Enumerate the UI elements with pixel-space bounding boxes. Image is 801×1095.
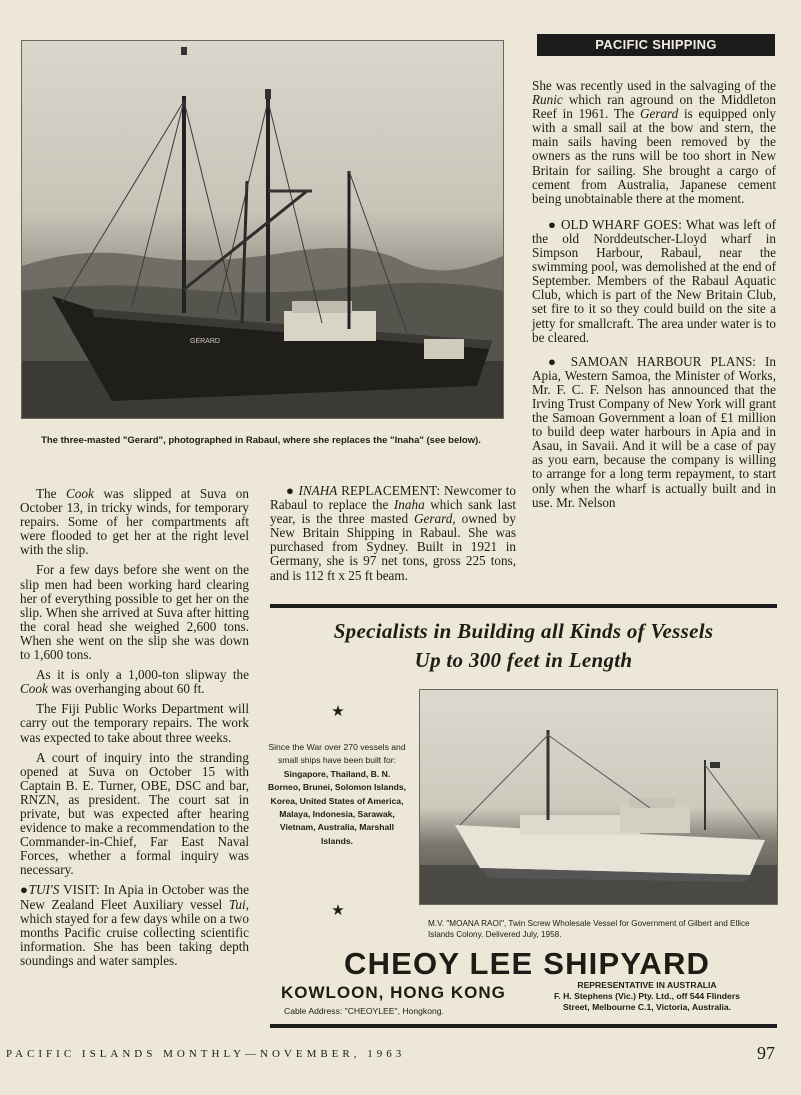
ad-bottom-rule [270,1024,777,1028]
gerard-salvage-paragraph: She was recently used in the salvaging of the Runic which ran aground on the Middleton Reef in 1961. The Gerard is equipped only with a small sail at the bow and stern, the main sails having been removed by the owners as the runs will be too short in New Britain for sailing. She brought a cargo of cement from Australia, Japanese cement being unobtainable there at the moment. [532,78,776,206]
cook-paragraph-1: The Cook was slipped at Suva on October 13, in tricky winds, for temporary repairs. Some of her compartments aft were flooded to get her at the right level with the slip. [20,486,249,558]
star-icon: ★ [331,704,345,720]
company-name: CHEOY LEE SHIPYARD [344,946,711,981]
ad-headline-line-2: Up to 300 feet in Length [414,648,633,672]
moana-raoi-photo [419,689,778,905]
cook-paragraph-5: A court of inquiry into the stranding opened at Suva on October 15 with Captain B. E. Turner, OBE, DSC and bar, RNZN, as president. The court sat in private, but was expected after hearing evidence to make a recommendation to the Commander-in-Chief, Far East Naval Forces, whether a formal inquiry was necessary. [20,749,249,878]
moana-raoi-caption: M.V. "MOANA RAOI", Twin Screw Wholesale Vessel for Government of Gilbert and Ellice Islands Colony. Delivered July, 1958. [428,919,750,939]
representative-title: REPRESENTATIVE IN AUSTRALIA [577,980,717,990]
representative-line-2: Street, Melbourne C.1, Victoria, Australia. [562,1002,732,1012]
inaha-paragraph: ● INAHA REPLACEMENT: Newcomer to Rabaul to replace the Inaha which sank last year, is the three masted Gerard, owned by New Britain Shipping in Rabaul. She was purchased from Sydney. Built in 1921 in Germany, she is 97 net tons, gross 225 tons, and is 112 ft x 25 ft beam. [270,483,517,583]
samoan-harbour-paragraph: ● SAMOAN HARBOUR PLANS: In Apia, Western Samoa, the Minister of Works, Mr. F. C. F. Nelson has announced that the Irving Trust Company of New York will grant the Samoan Government a loan of £1 million to build deep water harbours in Apia and in Asau, in Savaii. And it will be a case of pay as you earn, because the company is willing to arrange for a long term repayment, to start only when the wharf is actually built and in use. Mr. Nelson [532,353,776,510]
tuis-visit-heading: ●TUI'S [20,882,60,898]
bullet-icon: ● [286,483,295,498]
representative-line-1: F. H. Stephens (Vic.) Pty. Ltd., off 544 Flinders [554,991,740,1001]
cable-address: Cable Address: "CHEOYLEE", Hongkong. [284,1006,444,1016]
section-banner [537,34,775,56]
section-banner-text: PACIFIC SHIPPING [595,37,717,52]
gerard-photo-drawing [22,41,503,418]
cook-paragraph-3: As it is only a 1,000-ton slipway the Cook was overhanging about 60 ft. [20,667,249,697]
ad-top-rule [270,604,777,608]
old-wharf-paragraph: ● OLD WHARF GOES: What was left of the old Norddeutscher-Lloyd wharf in Simpson Harbour, Rabaul, near the swimming pool, was demolished at the end of September. Members of the Rabaul Aquatic Club, which is part of the New Britain Club, set fire to it so they could build on the site a jetty for smallcraft. The area under water is to be cleared. [532,216,776,345]
company-location: KOWLOON, HONG KONG [281,983,506,1002]
page-number: 97 [757,1043,775,1063]
star-icon: ★ [331,903,345,919]
gerard-photo [21,40,504,419]
column-right [532,79,776,516]
representative-block [516,980,778,1013]
footer-publication: PACIFIC ISLANDS MONTHLY—NOVEMBER, 1963 [6,1048,406,1060]
ad-headline [270,617,777,675]
cook-paragraph-4: The Fiji Public Works Department will carry out the temporary repairs. The work was expected to take about three weeks. [20,701,249,745]
ad-country-list: Since the War over 270 vessels and small ships have been built for: Singapore, Thailand, B. N. Borneo, Brunei, Solomon Islands, Korea, United States of America, Malaya, Indonesia, Sarawak, Vietnam, Australia, Marshall Islands. [268,742,406,846]
moana-raoi-drawing [420,690,777,904]
column-middle [270,484,516,589]
photo-caption: The three-masted "Gerard", photographed in Rabaul, where she replaces the "Inaha" (see below). [41,435,481,446]
cook-paragraph-2: For a few days before she went on the slip men had been working hard clearing her of everything possible to get her on the slip. When she arrived at Suva after hitting the coral head she weighed 2,600 tons. When she went on the slip she was down to 1,600 tons. [20,562,249,663]
column-left [20,487,249,974]
hull-name-label: GERARD [190,338,220,345]
ad-headline-line-1: Specialists in Building all Kinds of Vessels [333,619,714,643]
tuis-visit-paragraph: ●TUI'S VISIT: In Apia in October was the New Zealand Fleet Auxiliary vessel Tui, which stayed for a few days while on a two months Pacific cruise collecting scientific information. She has been taking depth soundings and water samples. [20,882,249,968]
